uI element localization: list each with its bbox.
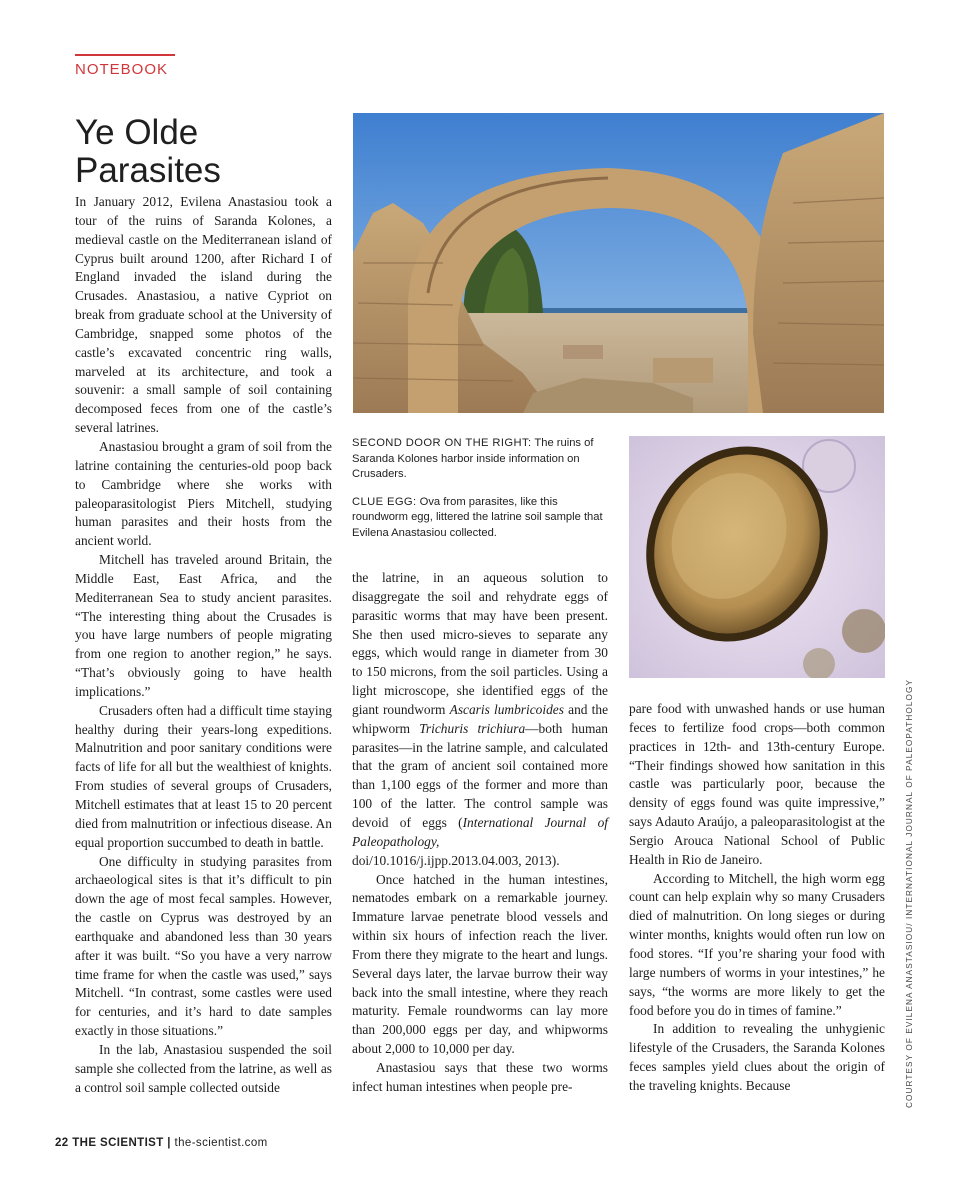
paragraph: Once hatched in the human intestines, nematodes embark on a remarkable journey. Immature larvae penetrate blood vessels and within six hours of infection reach the liver. From there they migrate to the heart and lungs. Several days later, the larvae burrow their way back into the small intestine, where they reach maturity. Female roundworms can lay more than 200,000 eggs per day, and whipworms about 2,000 to 10,000 per day.: [352, 871, 608, 1057]
paragraph: Anastasiou says that these two worms infect human intestines when people pre-: [352, 1059, 608, 1094]
roundworm-egg-photo: [629, 436, 885, 678]
article-title: Ye Olde Parasites: [75, 113, 221, 190]
photo-credit: COURTESY OF EVILENA ANASTASIOU/ INTERNATIONAL JOURNAL OF PALEOPATHOLOGY: [905, 678, 914, 1108]
body-column-1: [75, 193, 332, 1098]
website: the-scientist.com: [174, 1137, 268, 1149]
page-footer: [55, 1137, 268, 1149]
section-label: NOTEBOOK: [75, 61, 169, 78]
caption-heading: CLUE EGG:: [352, 495, 417, 508]
paragraph: In January 2012, Evilena Anastasiou took a tour of the ruins of Saranda Kolones, a medieval castle on the Mediterranean island of Cyprus built around 1200, after Richard I of England invaded the island during the Crusades. Anastasiou, a native Cypriot on break from graduate school at the University of Cambridge, snapped some photos of the castle’s excavated concentric ring walls, marveled at its architecture, and took a souvenir: a small sample of soil containing decomposed feces from one of the castle’s several latrines.: [75, 194, 332, 436]
paragraph: According to Mitchell, the high worm egg count can help explain why so many Crusaders died of malnutrition. On long sieges or during winter months, knights would often run low on food stores. “If you’re sharing your food with large numbers of worms in your intestines,” he says, “the worms are more likely to get the food before you do in times of famine.”: [629, 870, 885, 1018]
paragraph: Mitchell has traveled around Britain, the Middle East, East Africa, and the Mediterranean Sea to study ancient parasites. “The interesting thing about the Crusades is you have large numbers of people migrating from one region to another region,” he says. “That’s obviously going to have health implications.”: [75, 552, 332, 699]
paragraph: Anastasiou brought a gram of soil from the latrine containing the centuries-old poop back to Cambridge where she works with paleoparasitologist Piers Mitchell, studying human parasites and their hosts from the ancient world.: [75, 438, 332, 549]
paragraph: pare food with unwashed hands or use human feces to fertilize food crops—both common practices in 12th- and 13th-century Europe. “Their findings showed how sanitation in this castle was particularly poor, because the density of eggs found was quite impressive,” says Adauto Araújo, a paleoparasitologist at the Sergio Arouca National School of Public Health in Rio de Janeiro.: [629, 701, 885, 867]
caption-egg: [352, 495, 610, 542]
caption-text: The ruins of Saranda Kolones harbor inside information on Crusaders.: [352, 437, 594, 481]
section-rule: [75, 54, 175, 56]
paragraph: Crusaders often had a difficult time staying healthy during their years-long expeditions. Malnutrition and poor sanitary conditions were facts of life for all but the wealthiest of knights. From studies of several groups of Crusaders, Mitchell estimates that at least 15 to 20 percent died from malnutrition or infectious disease. An equal proportion succumbed to death in battle.: [75, 702, 332, 850]
paragraph: [352, 569, 608, 871]
castle-ruins-photo: [353, 113, 884, 413]
text-run: —both human parasites—in the latrine sample, and calculated that the gram of ancient soil contained more than 1,100 eggs of the former and more than 100 of the latter. The control sample was devoid of eggs (: [352, 720, 608, 830]
photo-captions: [352, 436, 610, 554]
body-column-3: [629, 700, 885, 1096]
footer-separator: |: [167, 1137, 171, 1149]
caption-castle: [352, 436, 610, 483]
caption-text: Ova from parasites, like this roundworm egg, littered the latrine soil sample that Evilena Anastasiou collected.: [352, 495, 603, 539]
paragraph: In the lab, Anastasiou suspended the soil sample she collected from the latrine, as well as a control soil sample collected outside: [75, 1041, 332, 1095]
paragraph: In addition to revealing the unhygienic lifestyle of the Crusaders, the Saranda Kolones feces samples yield clues about the origin of the traveling knights. Because: [629, 1021, 885, 1093]
magazine-name: THE SCIENTIST: [72, 1137, 164, 1149]
text-run: and the whipworm: [352, 701, 609, 736]
paragraph: One difficulty in studying parasites from archaeological sites is that it’s difficult to pin down the age of most fecal samples. However, the castle on Cyprus was destroyed by an earthquake and abandoned less than 30 years after it was built. “So you have a very narrow time frame for when the castle was used,” says Mitchell. “In contrast, some castles were used for centuries, and it’s hard to date samples exactly in those situations.”: [75, 853, 332, 1039]
species-name: Ascaris lumbricoides: [449, 701, 564, 717]
species-name: Trichuris trichiura: [419, 720, 526, 736]
caption-heading: SECOND DOOR ON THE RIGHT:: [352, 437, 532, 449]
text-run: doi/10.1016/j.ijpp.2013.04.003, 2013).: [352, 852, 560, 868]
page-number: 22: [55, 1137, 69, 1149]
text-run: the latrine, in an aqueous solution to disaggregate the soil and rehydrate eggs of parasitic worms that may have been present. She then used micro-sieves to separate any eggs, which would range in diameter from 30 to 150 microns, from the soil particles. Using a light microscope, she identified eggs of the giant roundworm: [352, 570, 608, 717]
body-column-2: [352, 569, 608, 1097]
journal-name: International Journal of Paleopathology,: [352, 814, 608, 849]
